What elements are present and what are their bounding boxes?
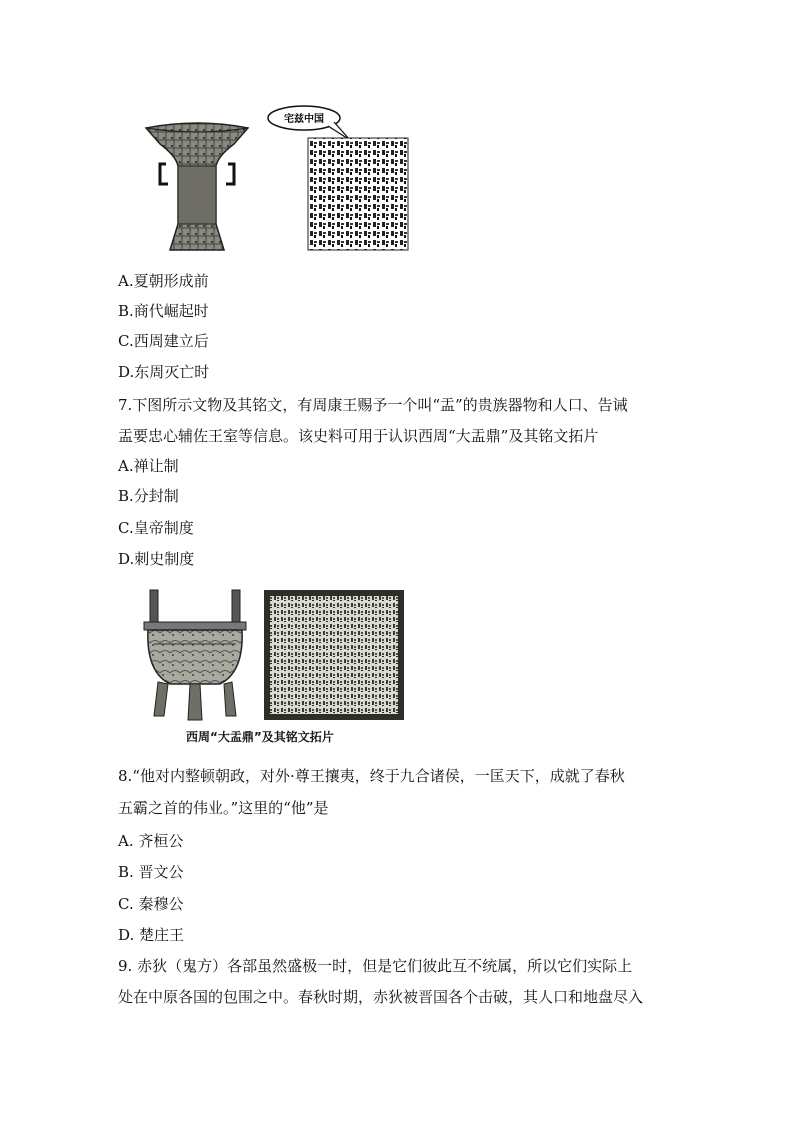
q6-option-c: C.西周建立后 bbox=[118, 332, 209, 350]
q7-option-b: B.分封制 bbox=[118, 487, 179, 505]
q8-option-b: B. 晋文公 bbox=[118, 863, 184, 881]
figure-caption: 西周“大盂鼎”及其铭文拓片 bbox=[186, 730, 334, 744]
q6-option-a: A.夏朝形成前 bbox=[118, 272, 209, 290]
speech-bubble bbox=[268, 106, 350, 140]
q8-option-a: A. 齐桓公 bbox=[118, 832, 184, 850]
figure-dayu-ding bbox=[140, 588, 408, 724]
q7-option-a: A.禅让制 bbox=[118, 457, 179, 475]
q7-stem-line1: 7.下图所示文物及其铭文，有周康王赐予一个叫“盂”的贵族器物和人口、告诫 bbox=[118, 396, 628, 414]
q8-stem-line2: 五霸之首的伟业。”这里的“他”是 bbox=[118, 799, 329, 817]
q8-option-c: C. 秦穆公 bbox=[118, 895, 184, 913]
q6-option-b: B.商代崛起时 bbox=[118, 302, 209, 320]
q9-stem-line1: 9. 赤狄（鬼方）各部虽然盛极一时，但是它们彼此互不统属，所以它们实际上 bbox=[118, 957, 633, 975]
q9-stem-line2: 处在中原各国的包围之中。春秋时期，赤狄被晋国各个击破，其人口和地盘尽入 bbox=[118, 988, 644, 1006]
q7-option-c: C.皇帝制度 bbox=[118, 519, 194, 537]
speech-bubble-text: 宅兹中国 bbox=[284, 114, 324, 125]
q7-option-d: D.刺史制度 bbox=[118, 550, 195, 568]
inscription-rubbing-1 bbox=[308, 138, 408, 250]
figure-zun-and-rubbing bbox=[138, 104, 410, 254]
inscription-rubbing-2 bbox=[264, 590, 404, 720]
q7-stem-line2: 盂要忠心辅佐王室等信息。该史料可用于认识西周“大盂鼎”及其铭文拓片 bbox=[118, 427, 599, 445]
q8-stem-line1: 8.“他对内整顿朝政，对外·尊王攘夷，终于九合诸侯，一匡天下，成就了春秋 bbox=[118, 767, 625, 785]
q8-option-d: D. 楚庄王 bbox=[118, 926, 185, 944]
zun-vessel-illustration bbox=[146, 123, 248, 250]
q6-option-d: D.东周灭亡时 bbox=[118, 363, 210, 381]
ding-vessel-illustration bbox=[144, 590, 246, 720]
